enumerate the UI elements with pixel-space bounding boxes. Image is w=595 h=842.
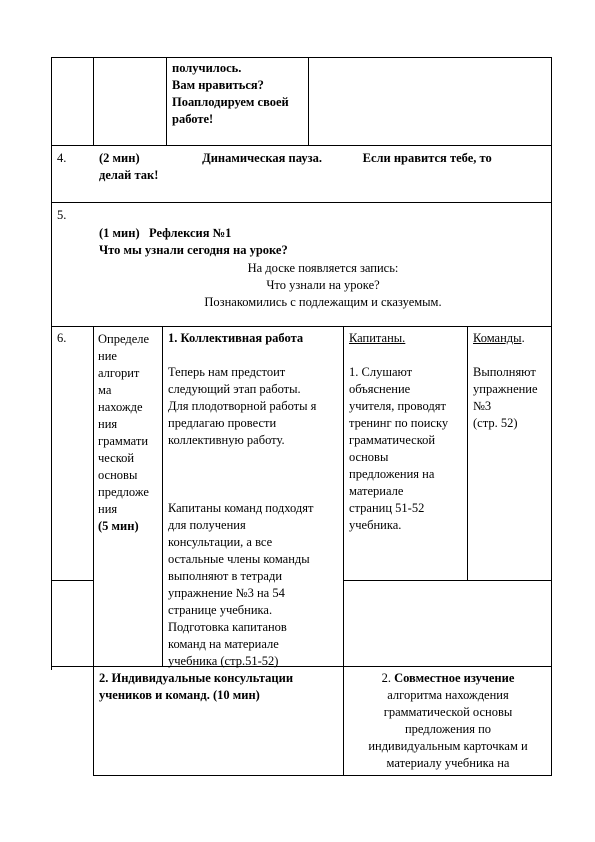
- teams-line: упражнение: [473, 382, 538, 396]
- stage-line: алгорит: [98, 366, 140, 380]
- activity-line: Теперь нам предстоит: [168, 365, 286, 379]
- rule-row6-inner-right: [343, 580, 552, 581]
- row7-left-line: 2. Индивидуальные консультации: [99, 671, 294, 685]
- rule-row7-bottom-left: [93, 775, 343, 776]
- activity-title: 1. Коллективная работа: [168, 331, 304, 345]
- row7-right-line: индивидуальным карточкам и: [368, 739, 528, 753]
- activity-line: коллективную работу.: [168, 433, 285, 447]
- row7-left-line2: [99, 687, 293, 704]
- row7-left: [99, 670, 293, 704]
- activity-line: странице учебника.: [168, 603, 273, 617]
- row4-line2: делай так!: [99, 168, 159, 182]
- row4-line1: (2 мин) Динамическая пауза. Если нравится тебе, то: [99, 151, 492, 165]
- stage-line: основы: [98, 468, 138, 482]
- activity-line: следующий этап работы.: [168, 382, 301, 396]
- stage-line: ния: [98, 502, 118, 516]
- top-row-line: Поаплодируем своей: [172, 95, 289, 109]
- activity-paragraph-1: [168, 364, 316, 449]
- row7-right-heading: [345, 670, 551, 687]
- rule-right: [551, 57, 552, 776]
- activity-line: остальные члены команды: [168, 552, 310, 566]
- row7-right-bold: Совместное изучение: [394, 671, 515, 685]
- rule-col3-top: [308, 57, 309, 146]
- activity-line: учебника (стр.51-52): [168, 654, 279, 668]
- row7-right-line: предложения по: [404, 722, 492, 736]
- activity-line: команд на материале: [168, 637, 279, 651]
- row5-title: (1 мин) Рефлексия №1: [99, 226, 232, 240]
- row7-left-suffix: . (10 мин): [206, 688, 260, 702]
- stage-time: (5 мин): [98, 519, 139, 533]
- teams-text: [473, 364, 538, 432]
- rule-row7-bottom-right: [343, 775, 552, 776]
- captains-line: объяснение: [349, 382, 411, 396]
- row7-right-line: алгоритма нахождения: [387, 688, 509, 702]
- row7-right: [345, 670, 551, 772]
- captains-line: учителя, проводят: [349, 399, 446, 413]
- rule-row5-bottom: [51, 326, 552, 327]
- teams-line: Выполняют: [473, 365, 536, 379]
- rule-col3-row6: [343, 326, 344, 776]
- rule-row4-bottom: [51, 202, 552, 203]
- stage-line: нахожде: [98, 400, 143, 414]
- activity-line: выполняют в тетради: [168, 569, 283, 583]
- captains-line: 1. Слушают: [349, 365, 413, 379]
- top-row-line: Вам нравиться?: [172, 78, 264, 92]
- row7-right-prefix: 2.: [381, 671, 395, 685]
- row6-number: 6.: [57, 331, 67, 345]
- captains-line: тренинг по поиску: [349, 416, 449, 430]
- rule-left: [51, 57, 52, 670]
- rule-row6-inner-left: [51, 580, 93, 581]
- rule-top: [51, 57, 552, 58]
- teams-title-text: Команды: [473, 331, 522, 345]
- rule-row-top-bottom: [51, 145, 552, 146]
- row4-number: 4.: [57, 151, 67, 165]
- stage-line: Определе: [98, 332, 150, 346]
- board-line: На доске появляется запись:: [247, 261, 399, 275]
- captains-line: страниц 51-52: [349, 501, 425, 515]
- row5-question: Что мы узнали сегодня на уроке?: [99, 243, 288, 257]
- stage-line: ние: [98, 349, 117, 363]
- teams-title: [473, 330, 525, 347]
- activity-line: для получения: [168, 518, 246, 532]
- top-row-text: [172, 60, 289, 128]
- row5-number: 5.: [57, 208, 67, 222]
- stage-line: ния: [98, 417, 118, 431]
- captains-line: основы: [349, 450, 389, 464]
- captains-line: грамматической: [349, 433, 436, 447]
- row7-left-line2-text: учеников и команд: [99, 688, 207, 702]
- activity-line: упражнение №3 на 54: [168, 586, 285, 600]
- top-row-line: получилось.: [172, 61, 242, 75]
- activity-line: предлагаю провести: [168, 416, 277, 430]
- rule-col1: [93, 57, 94, 146]
- activity-line: Капитаны команд подходят: [168, 501, 314, 515]
- stage-line: ческой: [98, 451, 135, 465]
- stage-line: граммати: [98, 434, 149, 448]
- row5-board-text: [95, 260, 551, 311]
- board-line: Познакомились с подлежащим и сказуемым.: [204, 295, 442, 309]
- row7-right-line: грамматической основы: [383, 705, 513, 719]
- rule-col1-row6: [93, 326, 94, 776]
- stage-line: предложе: [98, 485, 149, 499]
- rule-col2-row6: [162, 326, 163, 667]
- top-row-line: работе!: [172, 112, 214, 126]
- activity-line: Для плодотворной работы я: [168, 399, 317, 413]
- stage-line: ма: [98, 383, 112, 397]
- captains-line: учебника.: [349, 518, 402, 532]
- row6-stage: [98, 331, 149, 535]
- row7-right-line: материалу учебника на: [386, 756, 510, 770]
- teams-title-dot: .: [521, 331, 525, 345]
- captains-line: предложения на: [349, 467, 435, 481]
- captains-line: материале: [349, 484, 404, 498]
- activity-line: Подготовка капитанов: [168, 620, 287, 634]
- teams-line: (стр. 52): [473, 416, 518, 430]
- activity-paragraph-2: [168, 500, 313, 670]
- rule-col4-row6: [467, 326, 468, 580]
- teams-line: №3: [473, 399, 492, 413]
- activity-line: консультации, а все: [168, 535, 273, 549]
- captains-title: Капитаны.: [349, 331, 406, 345]
- board-line: Что узнали на уроке?: [266, 278, 380, 292]
- rule-col2-top: [166, 57, 167, 146]
- captains-text: [349, 364, 448, 534]
